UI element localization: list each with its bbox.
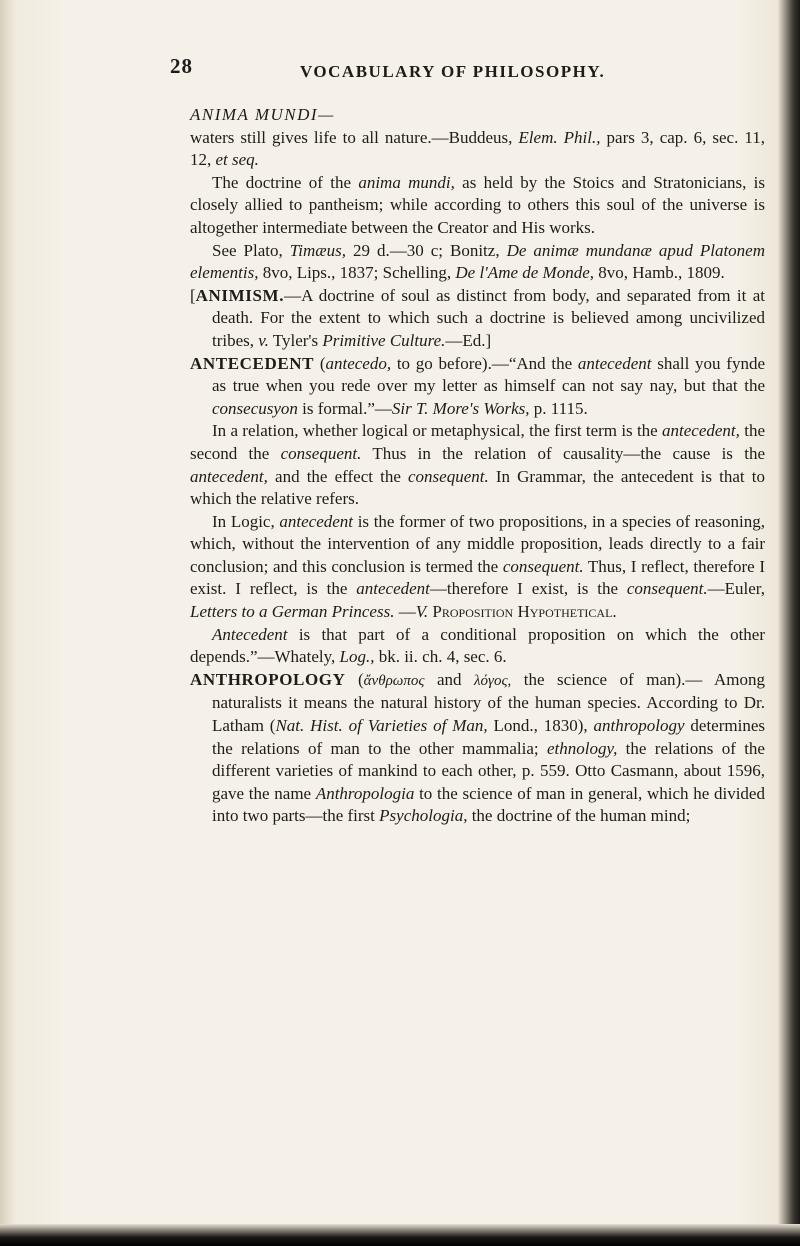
page-gutter	[0, 0, 14, 1246]
entry-headword: ANIMISM.	[195, 285, 285, 305]
entry-antecedent-p2: In a relation, whether logical or metaphysical, the first term is the antecedent, the second the consequent. Thus in the relation of causality—the cause is the antecedent, and the effect the consequent. In Grammar, the antecedent is that to which the relative refers.	[190, 421, 765, 509]
entry-headword: ANTHROPOLOGY	[190, 669, 346, 689]
entry-animism: [ANIMISM.—A doctrine of soul as distinct from body, and separated from it at death. For the extent to which such a doctrine is believed among uncivilized tribes, v. Tyler's Primitive Culture.—Ed.]	[190, 285, 765, 350]
page-edge-shadow	[778, 0, 800, 1246]
entry-anima-mundi-p1: waters still gives life to all nature.—Buddeus, Elem. Phil., pars 3, cap. 6, sec. 11, 12, et seq.	[190, 127, 765, 170]
page-body	[190, 104, 765, 828]
bottom-edge-shadow	[0, 1224, 800, 1246]
entry-anima-mundi-headword: ANIMA MUNDI—	[190, 105, 335, 124]
entry-anima-mundi-p3: See Plato, Timæus, 29 d.—30 c; Bonitz, De animæ mundanæ apud Platonem elementis, 8vo, Lips., 1837; Schelling, De l'Ame de Monde, 8vo, Hamb., 1809.	[190, 240, 765, 283]
page-number: 28	[170, 54, 193, 78]
entry-antecedent: ANTECEDENT (antecedo, to go before).—“And the antecedent shall you fynde as true when you rede over my letter as himself can not say nay, but that the consecusyon is formal.”—Sir T. More's Works, p. 1115.	[190, 353, 765, 418]
entry-headword: ANTECEDENT	[190, 353, 315, 373]
running-head	[170, 54, 730, 86]
entry-antecedent-p4: Antecedent is that part of a conditional proposition on which the other depends.”—Whately, Log., bk. ii. ch. 4, sec. 6.	[190, 624, 765, 667]
running-title: VOCABULARY OF PHILOSOPHY.	[300, 62, 606, 81]
entry-anima-mundi-p2: The doctrine of the anima mundi, as held by the Stoics and Stratonicians, is closely allied to pantheism; while according to others this soul of the universe is altogether intermediate between the Creator and His works.	[190, 172, 766, 237]
entry-anthropology: ANTHROPOLOGY (ἄνθρωπος and λόγος, the science of man).— Among naturalists it means the natural history of the human species. According to Dr. Latham (Nat. Hist. of Varieties of Man, Lond., 1830), anthropology determines the relations of man to the other mammalia; ethnology, the relations of the different varieties of mankind to each other, p. 559. Otto Casmann, about 1596, gave the name Anthropologia to the science of man in general, which he divided into two parts—the first Psychologia, the doctrine of the human mind;	[190, 669, 765, 826]
entry-antecedent-p3: In Logic, antecedent is the former of two propositions, in a species of reasoning, which, without the intervention of any middle proposition, leads directly to a fair conclusion; and this conclusion is termed the consequent. Thus, I reflect, therefore I exist. I reflect, is the antecedent—therefore I exist, is the consequent.—Euler, Letters to a German Princess. —V. Proposition Hypothetical.	[190, 511, 766, 622]
